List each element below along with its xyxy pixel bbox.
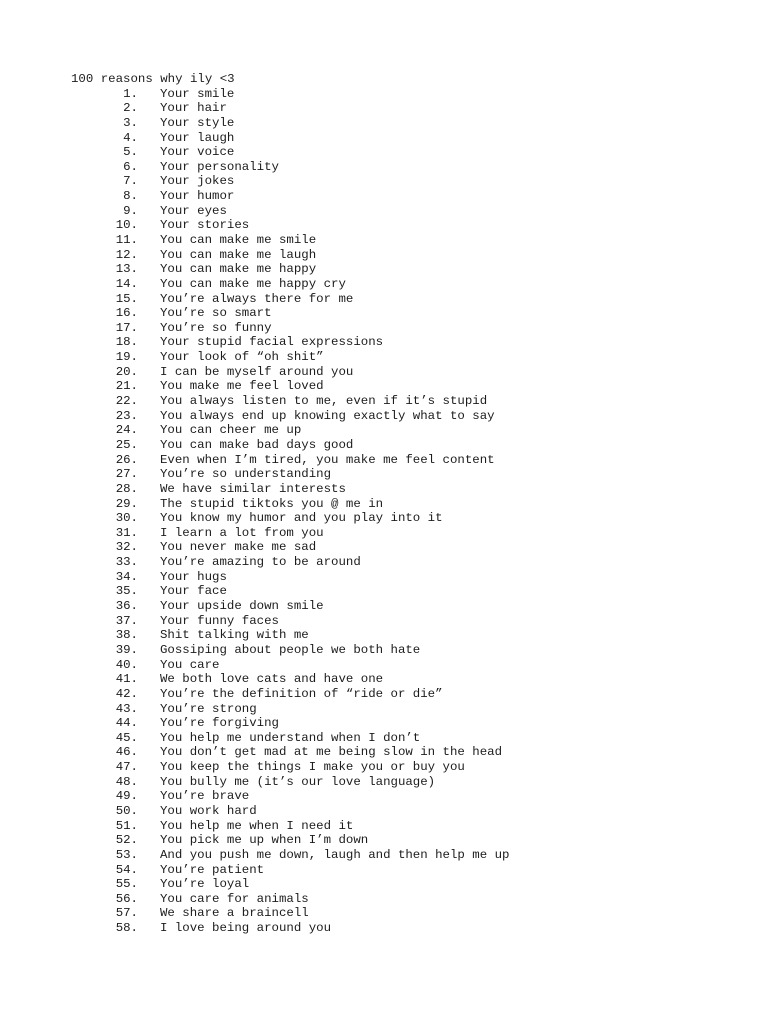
list-item-number: 38. (115, 628, 138, 643)
list-item-text: We share a braincell (160, 906, 309, 921)
list-item-number: 44. (115, 716, 138, 731)
list-item-text: Your upside down smile (160, 599, 324, 614)
list-item-text: Your hair (160, 101, 227, 116)
list-item-number: 58. (115, 921, 138, 936)
list-item-number: 41. (115, 672, 138, 687)
list-item-text: Your style (160, 115, 235, 130)
list-item-text: You help me when I need it (160, 818, 354, 833)
list-item-number: 40. (115, 657, 138, 672)
list-item-number: 46. (115, 745, 138, 760)
list-item-text: I learn a lot from you (160, 525, 324, 540)
list-item-text: You make me feel loved (160, 379, 324, 394)
list-item-text: Your smile (160, 86, 235, 101)
list-item-text: I can be myself around you (160, 364, 354, 379)
list-item-number: 2. (123, 101, 138, 116)
list-item-number: 18. (115, 335, 138, 350)
list-item-text: Your stories (160, 218, 250, 233)
list-item-number: 1. (123, 86, 138, 101)
list-item-text: You work hard (160, 803, 257, 818)
list-item-text: You’re always there for me (160, 291, 354, 306)
list-item-number: 14. (115, 276, 138, 291)
list-item-text: You can make bad days good (160, 437, 354, 452)
list-item-number: 23. (115, 408, 138, 423)
list-item-text: You keep the things I make you or buy you (160, 760, 465, 775)
list-item-number: 25. (115, 437, 138, 452)
list-item-text: We have similar interests (160, 481, 346, 496)
list-item-number: 47. (115, 760, 138, 775)
list-item-text: You’re amazing to be around (160, 555, 361, 570)
list-item-text: Gossiping about people we both hate (160, 642, 421, 657)
list-item-number: 20. (115, 364, 138, 379)
list-item-number: 29. (115, 496, 138, 511)
list-item-number: 37. (115, 613, 138, 628)
list-item-text: We both love cats and have one (160, 672, 384, 687)
list-item-text: You’re so understanding (160, 467, 332, 482)
list-item-text: The stupid tiktoks you @ me in (160, 496, 384, 511)
list-item-number: 6. (123, 159, 138, 174)
list-item-number: 8. (123, 189, 138, 204)
list-item-text: Your hugs (160, 569, 227, 584)
list-item-text: You don’t get mad at me being slow in the head (160, 745, 503, 760)
list-item-number: 28. (115, 481, 138, 496)
list-item-text: You know my humor and you play into it (160, 511, 443, 526)
list-item-number: 32. (115, 540, 138, 555)
list-item-number: 52. (115, 833, 138, 848)
list-item-text: You can cheer me up (160, 423, 302, 438)
list-item-text: Your stupid facial expressions (160, 335, 384, 350)
list-item-text: You can make me smile (160, 233, 317, 247)
list-item-number: 43. (115, 701, 138, 716)
list-item-number: 54. (115, 862, 138, 877)
list-item-text: You always end up knowing exactly what to say (160, 408, 495, 423)
list-item-text: And you push me down, laugh and then help me up (160, 847, 510, 862)
list-item-text: You’re so smart (160, 306, 272, 321)
list-item-text: Your humor (160, 189, 235, 204)
list-item-number: 53. (115, 847, 138, 862)
list-item-number: 22. (115, 394, 138, 409)
list-item-number: 42. (115, 686, 138, 701)
list-item-number: 10. (115, 218, 138, 233)
list-item-text: You never make me sad (160, 540, 317, 555)
list-item-number: 11. (115, 233, 138, 247)
list-item-text: Your face (160, 584, 227, 599)
list-item-text: Your voice (160, 145, 235, 160)
document-title: 100 reasons why ily <3 (71, 72, 235, 86)
list-item-text: You’re the definition of “ride or die” (160, 686, 443, 701)
list-item-number: 9. (123, 203, 138, 218)
list-item-number: 26. (115, 452, 138, 467)
list-item-number: 31. (115, 525, 138, 540)
list-item-number: 19. (115, 350, 138, 365)
list-item-number: 12. (115, 247, 138, 262)
list-item-text: You can make me happy cry (160, 276, 346, 291)
list-item-text: You always listen to me, even if it’s stupid (160, 394, 488, 409)
list-item-number: 27. (115, 467, 138, 482)
list-item-text: You can make me happy (160, 262, 317, 277)
list-item-text: I love being around you (160, 921, 332, 936)
list-item-number: 50. (115, 803, 138, 818)
list-item-number: 35. (115, 584, 138, 599)
list-item-number: 49. (115, 789, 138, 804)
list-item-text: Your jokes (160, 174, 235, 189)
list-item-number: 57. (115, 906, 138, 921)
list-item-number: 48. (115, 774, 138, 789)
list-item-number: 21. (115, 379, 138, 394)
list-item-number: 7. (123, 174, 138, 189)
list-item-number: 17. (115, 320, 138, 335)
list-item-number: 30. (115, 511, 138, 526)
list-item-number: 13. (115, 262, 138, 277)
list-item-text: You’re strong (160, 701, 257, 716)
list-item-text: You’re so funny (160, 320, 272, 335)
list-item-text: You pick me up when I’m down (160, 833, 369, 848)
list-item-text: Your personality (160, 159, 279, 174)
list-item-text: You care (160, 657, 220, 672)
list-item-number: 3. (123, 115, 138, 130)
list-item-number: 4. (123, 130, 138, 145)
list-item-text: Your look of “oh shit” (160, 350, 324, 365)
list-item-number: 33. (115, 555, 138, 570)
list-item-text: You’re patient (160, 862, 265, 877)
list-item-text: You help me understand when I don’t (160, 730, 421, 745)
list-item-number: 51. (115, 818, 138, 833)
list-item-number: 24. (115, 423, 138, 438)
list-item-text: You care for animals (160, 891, 309, 906)
list-item-number: 16. (115, 306, 138, 321)
list-item-number: 55. (115, 877, 138, 892)
list-item-number: 34. (115, 569, 138, 584)
list-item-number: 39. (115, 642, 138, 657)
list-item-number: 5. (123, 145, 138, 160)
list-item-text: You’re brave (160, 789, 250, 804)
list-item-text: You bully me (it’s our love language) (160, 774, 436, 789)
list-item-text: Shit talking with me (160, 628, 309, 643)
list-item-text: You’re forgiving (160, 716, 279, 731)
list-item-text: You can make me laugh (160, 247, 317, 262)
list-item-number: 36. (115, 599, 138, 614)
list-item-text: Your eyes (160, 203, 227, 218)
list-item-number: 15. (115, 291, 138, 306)
list-item-text: Your laugh (160, 130, 235, 145)
list-item-number: 56. (115, 891, 138, 906)
list-item-text: Your funny faces (160, 613, 279, 628)
list-item-text: Even when I’m tired, you make me feel content (160, 452, 495, 467)
list-item-number: 45. (115, 730, 138, 745)
list-item-text: You’re loyal (160, 877, 250, 892)
